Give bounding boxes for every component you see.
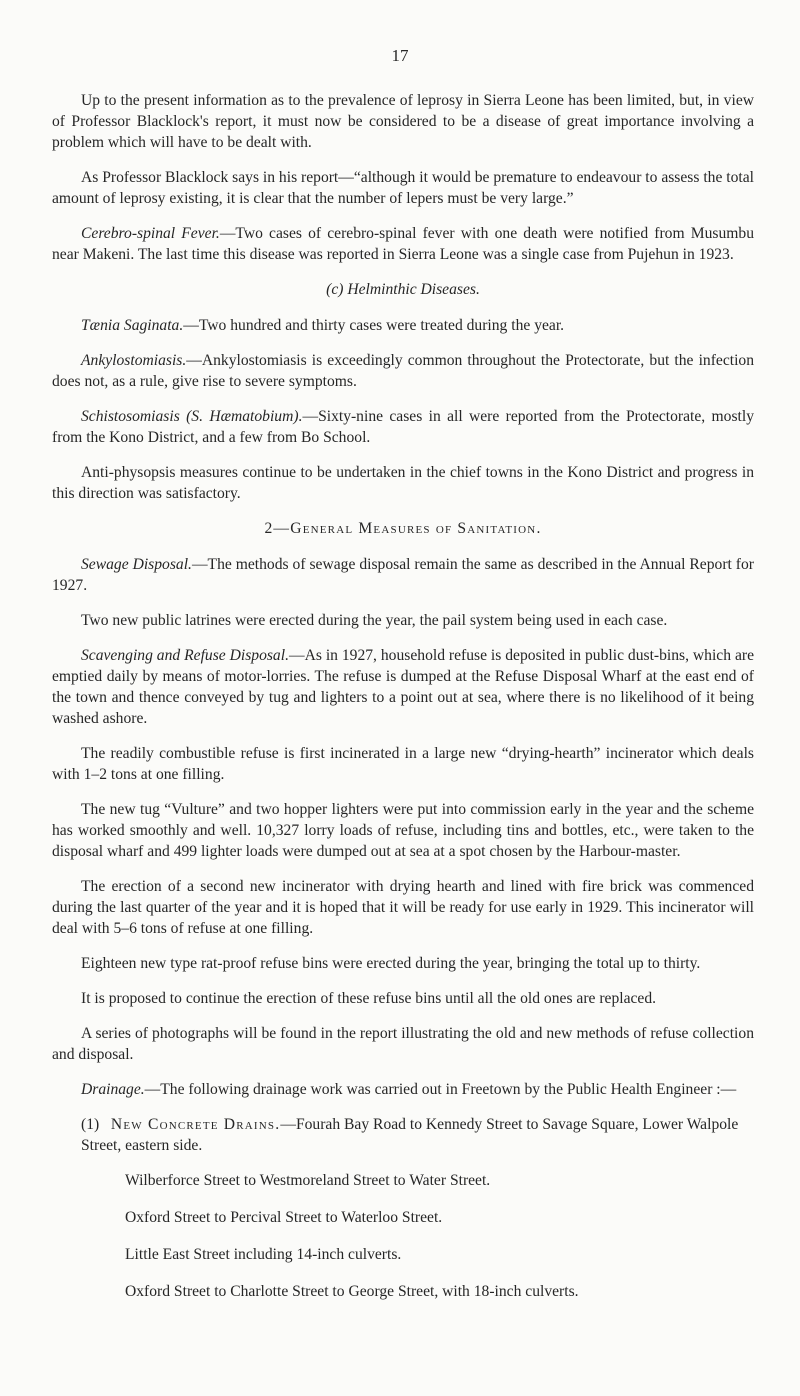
scavenging-text: —As in 1927, household refuse is deposited in public dust-bins, which are emptied daily by means of motor-lorries. The refuse is dumped at the Refuse Disposal Wharf at the east end of the town and thence conveyed by tug and lighters to a point out at sea, where there is no likelihood of it being washed ashore. <box>52 647 754 727</box>
cerebro-spinal-title: Cerebro-spinal Fever. <box>81 225 220 242</box>
paragraph-combustible: The readily combustible refuse is first incinerated in a large new “drying-hearth” incinerator which deals with 1–2 tons at one filling. <box>52 745 754 783</box>
scavenging-title: Scavenging and Refuse Disposal. <box>81 647 289 664</box>
helminthic-heading-text: (c) Helminthic Diseases. <box>326 281 480 298</box>
sewage-title: Sewage Disposal. <box>81 556 192 573</box>
drain-route-2: Oxford Street to Percival Street to Waterloo Street. <box>125 1209 443 1226</box>
paragraph-leprosy-2: As Professor Blacklock says in his report—“although it would be premature to endeavour to assess the total amount of leprosy existing, it is clear that the number of lepers must be very large.” <box>52 169 754 207</box>
paragraph-drainage <box>52 1079 754 1100</box>
heading-helminthic <box>52 279 754 300</box>
paragraph-taenia <box>52 315 754 336</box>
drainage-text: —The following drainage work was carried out in Freetown by the Public Health Engineer :— <box>144 1081 737 1098</box>
paragraph-photographs: A series of photographs will be found in the report illustrating the old and new methods of refuse collection and disposal. <box>52 1025 754 1063</box>
drains-list-number: (1) <box>81 1116 100 1133</box>
heading-sanitation: 2—General Measures of Sanitation. <box>264 520 542 537</box>
paragraph-second-incinerator: The erection of a second new incinerator with drying hearth and lined with fire brick was commenced during the last quarter of the year and it is hoped that it will be ready for use early in 1929. This incinerator will deal with 5–6 tons of refuse at one filling. <box>52 878 754 937</box>
cerebro-spinal-text: —Two cases of cerebro-spinal fever with one death were notified from Musumbu near Makeni. The last time this disease was reported in Sierra Leone was a single case from Pujehun in 1923. <box>52 225 754 263</box>
paragraph-anti-physopsis: Anti-physopsis measures continue to be undertaken in the chief towns in the Kono District and progress in this direction was satisfactory. <box>52 464 754 502</box>
paragraph-leprosy-1: Up to the present information as to the prevalence of leprosy in Sierra Leone has been limited, but, in view of Professor Blacklock's report, it must now be considered to be a disease of great importance involving a problem which will have to be dealt with. <box>52 92 754 151</box>
ankylostomiasis-text: —Ankylostomiasis is exceedingly common throughout the Protectorate, but the infection does not, as a rule, give rise to severe symptoms. <box>52 352 754 390</box>
paragraph-scavenging <box>52 645 754 729</box>
taenia-text: —Two hundred and thirty cases were treated during the year. <box>183 317 565 334</box>
paragraph-latrines: Two new public latrines were erected during the year, the pail system being used in each case. <box>81 612 668 629</box>
paragraph-cerebro-spinal <box>52 223 754 265</box>
page-number: 17 <box>391 46 409 65</box>
sewage-text: —The methods of sewage disposal remain the same as described in the Annual Report for 1927. <box>52 556 754 594</box>
paragraph-sewage <box>52 554 754 596</box>
drains-list-item <box>81 1114 754 1156</box>
paragraph-proposed: It is proposed to continue the erection of these refuse bins until all the old ones are replaced. <box>81 990 657 1007</box>
paragraph-rat-proof-bins: Eighteen new type rat-proof refuse bins were erected during the year, bringing the total up to thirty. <box>81 955 701 972</box>
paragraph-tug: The new tug “Vulture” and two hopper lighters were put into commission early in the year and the scheme has worked smoothly and well. 10,327 lorry loads of refuse, including tins and bottles, etc., were taken to the disposal wharf and 499 lighter loads were dumped out at sea at a spot chosen by the Harbour-master. <box>52 801 754 860</box>
drains-list-title: New Concrete Drains. <box>110 1116 281 1133</box>
drains-list-first-line: —Fourah Bay Road to Kennedy Street to Savage Square, Lower Walpole Street, eastern side. <box>81 1116 739 1154</box>
taenia-title: Tænia Saginata. <box>81 317 184 334</box>
drainage-title: Drainage. <box>81 1081 145 1098</box>
drain-route-4: Oxford Street to Charlotte Street to George Street, with 18-inch culverts. <box>125 1283 579 1300</box>
drain-route-3: Little East Street including 14-inch culverts. <box>125 1246 402 1263</box>
paragraph-schistosomiasis <box>52 406 754 448</box>
paragraph-ankylostomiasis <box>52 350 754 392</box>
drain-route-1: Wilberforce Street to Westmoreland Street to Water Street. <box>125 1172 491 1189</box>
schistosomiasis-title: Schistosomiasis (S. Hæmatobium). <box>81 408 303 425</box>
ankylostomiasis-title: Ankylostomiasis. <box>81 352 187 369</box>
document-body <box>52 90 754 1318</box>
schistosomiasis-text: —Sixty-nine cases in all were reported from the Protectorate, mostly from the Kono District, and a few from Bo School. <box>52 408 754 446</box>
